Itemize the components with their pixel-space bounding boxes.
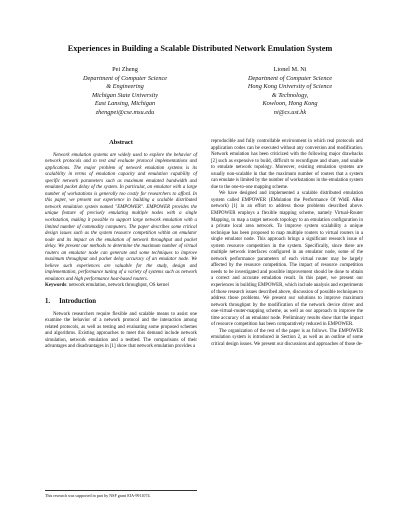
author-2-affil-1: Department of Computer Science — [247, 74, 333, 82]
section-1-heading — [45, 299, 197, 306]
author-2-affil-2: Hong Kong University of Science — [247, 83, 333, 91]
author-2-affil-3: & Technology, — [271, 91, 309, 99]
author-2-name: Lionel M. Ni — [273, 66, 307, 73]
abstract-heading: Abstract — [109, 139, 133, 146]
author-2-affil-4: Kowloon, Hong Kong — [262, 100, 318, 108]
author-2 — [215, 66, 365, 118]
author-1-affil-3: Michigan State University — [91, 91, 159, 99]
right-paragraph-2: We have designed and implemented a scalable distributed emulation system called EMPOWER (EMulation the Performance Of WidE ARea network) [1] in an effort to address those problems described above. EMPOWER employs a flexible mapping scheme, namely Virtual-Router Mapping, to map a target network topology to an emulation configuration in a private local area network. To improve system scalability a unique technique has been proposed to map multiple routers to virtual routers in a single emulator node. This approach brings a significant research issue of system resource competition in the system. Specifically, since there are multiple network interfaces configured in an emulator node, some of the network performance parameters of each virtual router may be largely affected by the resource competition. The impact of resource competition needs to be investigated and possible improvement should be done to obtain a correct and accurate emulation result. In this paper, we present our experiences in building EMPOWER, which include analysis and experiments of those research issues described above, discussion of possible techniques to address those problems. We present our solutions to improve maximum network throughput by the modification of the network device driver and one-virtual-router-mapping scheme, as well as our approach to improve the time accuracy of an emulator node. Preliminary results show that the impact of resource competition has been comparatively reduced in EMPOWER. — [211, 191, 363, 328]
right-column — [211, 139, 363, 349]
author-1-email: zhengpei@cse.msu.edu — [95, 108, 155, 116]
author-1-affil-1: Department of Computer Science — [82, 74, 168, 82]
footnote: This research was supported in part by NSF grant EIA-9911074. — [45, 490, 197, 498]
author-1-affil-2: & Engineering — [106, 83, 144, 91]
right-paragraph-1: reproducible and fully controllable environment in which real protocols and application codes can be executed without any conversion and modification. Network emulation has been criticized with the following major drawbacks [2] such as expensive to build, difficult to reconfigure and share, and unable to emulate network topology. Moreover, existing emulation systems are usually non-scalable in that the maximum number of routers that a system can emulate is limited by the number of workstations in the emulation system due to the one-to-one mapping scheme. — [211, 139, 363, 190]
paper-title: Experiences in Building a Scalable Distributed Network Emulation System — [67, 44, 333, 53]
author-1-name: Pei Zheng — [112, 66, 138, 73]
section-1-paragraph: Network researchers require flexible and scalable means to assist one examine the behavior of a network protocol and the interaction among related protocols, as well as testing and evaluating some proposed schemes and algorithms. Existing approaches to meet this demand include network simulation, network emulation and a testbed. The comparisons of their advantages and disadvantages in [1] show that network emulation provides a — [45, 311, 197, 350]
abstract — [45, 153, 197, 284]
author-1-affil-4: East Lansing, Michigan — [94, 100, 156, 108]
right-paragraph-3: The organization of the rest of the paper is as follows. The EMPOWER emulation system is introduced in Section 2, as well as an outline of some critical design issues. We present our discussions and approaches of those de- — [211, 328, 363, 347]
section-1-title: Introduction — [59, 298, 96, 306]
author-1 — [50, 66, 200, 118]
abstract-text: Network emulation systems are widely used to explore the behavior of network protocols and to test and evaluate protocol implementations and applications. The major problem of network emulation systems is its scalability in terms of emulation capacity and emulation capability of specific network parameters such as maximum emulated bandwidth and emulated packet delay of the system. In particular, an emulator with a large number of workstations is generally too costly for researchers to afford. In this paper, we present our experience in building a scalable distributed network emulation system named "EMPOWER". EMPOWER provides the unique feature of precisely emulating multiple nodes with a single workstation, making it possible to support large network emulation with a limited number of commodity computers. The paper describes some critical design issues such as the system resource competition within an emulator node and its impact on the emulation of network throughput and packet delay. We present our methods to determine the maximum number of virtual routers an emulator node can generate and some techniques to improve maximum throughput and packet delay accuracy of an emulator node. We believe such experiences are valuable for the study, design and implementation, performance tuning of a variety of systems such as network emulators and high performance host-based routers. — [45, 152, 197, 282]
keywords-text: : network emulation, network throughput, OS kernel — [66, 283, 169, 289]
left-column — [45, 140, 197, 351]
author-2-email: ni@cs.ust.hk — [273, 108, 307, 116]
keywords — [45, 283, 197, 290]
keywords-label: Keywords — [45, 283, 67, 289]
section-1-number: 1. — [45, 298, 51, 306]
